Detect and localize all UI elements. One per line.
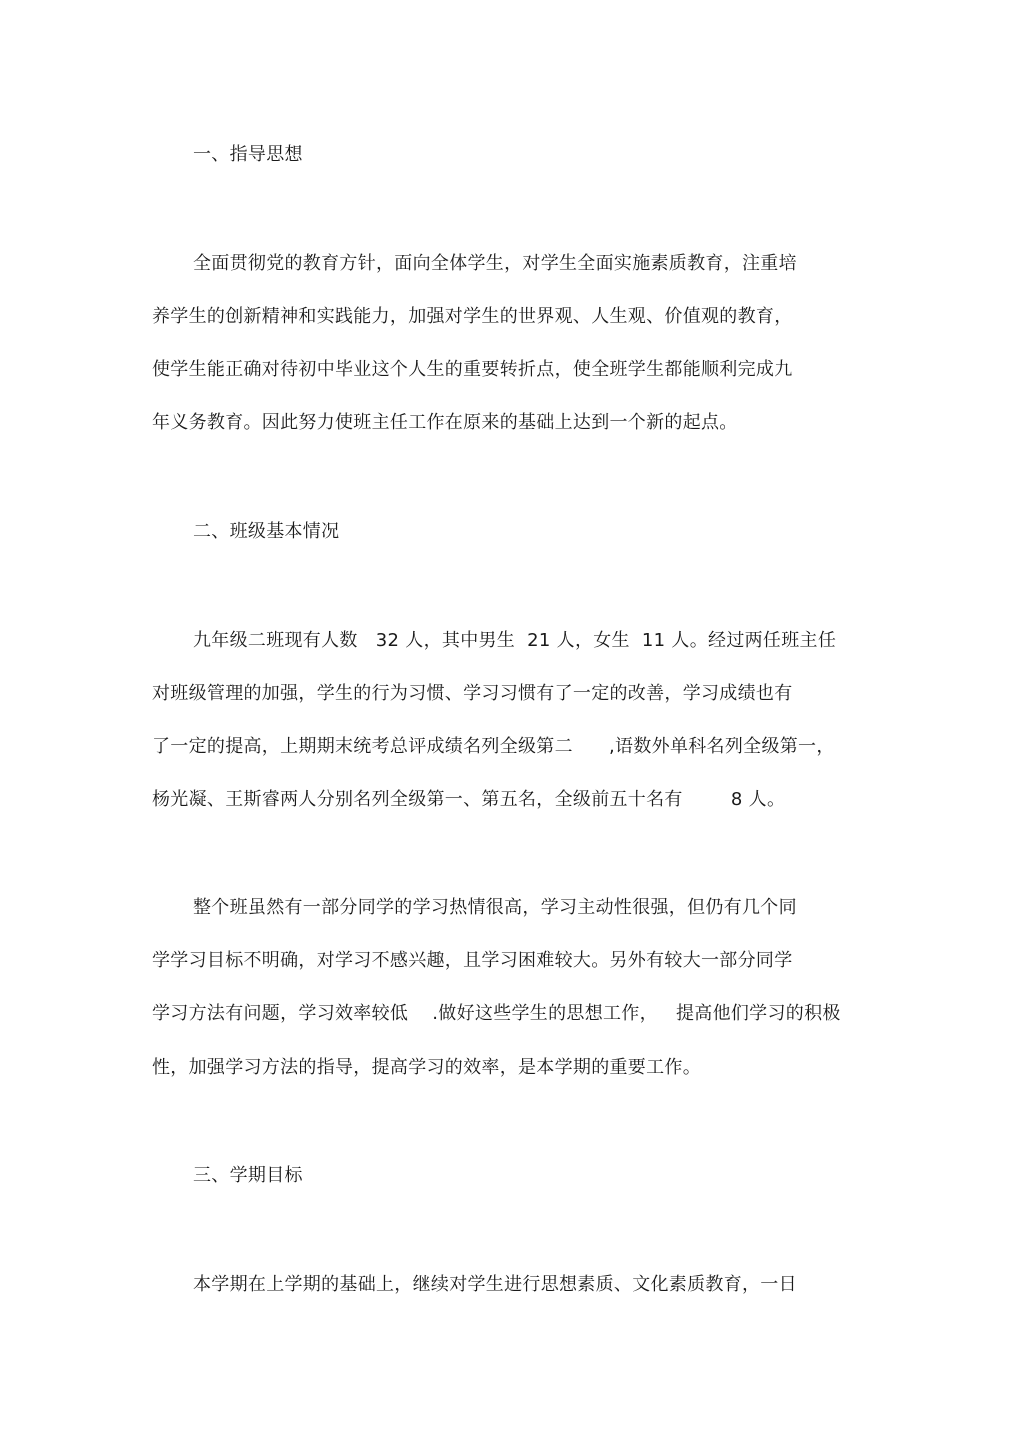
paragraph-line: 学习方法有问题，学习效率较低 .做好这些学生的思想工作， 提高他们学习的积极 xyxy=(152,1003,841,1024)
paragraph-line: 使学生能正确对待初中毕业这个人生的重要转折点，使全班学生都能顺利完成九 xyxy=(152,359,793,380)
section-heading-class-situation: 二、班级基本情况 xyxy=(193,521,340,542)
paragraph-line: 养学生的创新精神和实践能力，加强对学生的世界观、人生观、价值观的教育， xyxy=(152,306,793,327)
paragraph-line: 年义务教育。因此努力使班主任工作在原来的基础上达到一个新的起点。 xyxy=(152,412,738,433)
paragraph-line: 杨光凝、王斯睿两人分别名列全级第一、第五名，全级前五十名有 8 人。 xyxy=(152,789,786,810)
paragraph-line: 本学期在上学期的基础上，继续对学生进行思想素质、文化素质教育，一日 xyxy=(193,1274,797,1295)
paragraph-line: 整个班虽然有一部分同学的学习热情很高，学习主动性很强，但仍有几个同 xyxy=(193,897,797,918)
paragraph-line: 学学习目标不明确，对学习不感兴趣，且学习困难较大。另外有较大一部分同学 xyxy=(152,950,793,971)
paragraph-line: 性，加强学习方法的指导，提高学习的效率，是本学期的重要工作。 xyxy=(152,1057,701,1078)
section-heading-semester-goals: 三、学期目标 xyxy=(193,1165,303,1186)
paragraph-line: 九年级二班现有人数 32 人，其中男生 21 人，女生 11 人。经过两任班主任 xyxy=(193,630,837,651)
section-heading-guiding-ideology: 一、指导思想 xyxy=(193,144,303,165)
paragraph-line: 了一定的提高，上期期末统考总评成绩名列全级第二 ,语数外单科名列全级第一， xyxy=(152,736,835,757)
paragraph-line: 对班级管理的加强，学生的行为习惯、学习习惯有了一定的改善，学习成绩也有 xyxy=(152,683,793,704)
paragraph-line: 全面贯彻党的教育方针，面向全体学生，对学生全面实施素质教育，注重培 xyxy=(193,253,797,274)
